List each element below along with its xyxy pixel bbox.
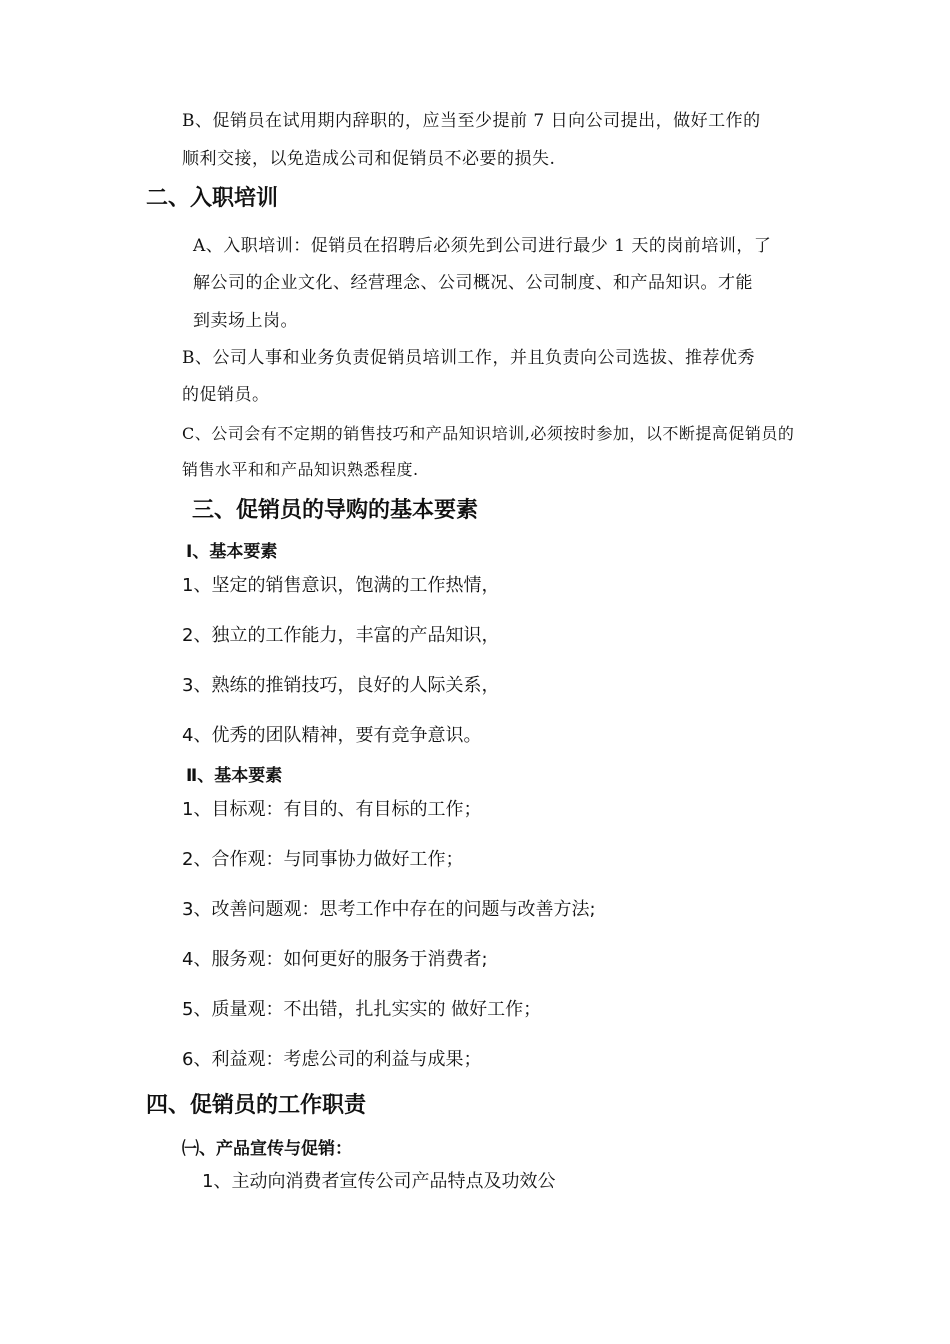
- subheading-elements-2: Ⅱ、基本要素: [186, 766, 283, 786]
- paragraph-b-training-line2: 的促销员。: [182, 385, 270, 405]
- paragraph-c-training-line1: C、公司会有不定期的销售技巧和产品知识培训,必须按时参加，以不断提高促销员的: [182, 424, 795, 443]
- section-heading-training: 二、入职培训: [146, 186, 279, 211]
- paragraph-b-resign-line2: 顺利交接，以免造成公司和促销员不必要的损失.: [182, 149, 556, 169]
- paragraph-b-resign-line1: B、促销员在试用期内辞职的，应当至少提前 7 日向公司提出，做好工作的: [182, 111, 761, 131]
- paragraph-a-training-line1: A、入职培训：促销员在招聘后必须先到公司进行最少 1 天的岗前培训，了: [193, 236, 772, 256]
- list-item: 1、主动向消费者宣传公司产品特点及功效公: [202, 1171, 556, 1192]
- list-item: 2、合作观：与同事协力做好工作；: [182, 849, 464, 870]
- list-item: 4、服务观：如何更好的服务于消费者;: [182, 949, 488, 970]
- list-item: 3、熟练的推销技巧，良好的人际关系，: [182, 675, 500, 696]
- paragraph-c-training-line2: 销售水平和和产品知识熟悉程度.: [182, 460, 419, 479]
- list-item: 6、利益观：考虑公司的利益与成果；: [182, 1049, 482, 1070]
- list-item: 1、目标观：有目的、有目标的工作；: [182, 799, 482, 820]
- paragraph-b-training-line1: B、公司人事和业务负责促销员培训工作，并且负责向公司选拔、推荐优秀: [182, 348, 755, 368]
- list-item: 4、优秀的团队精神，要有竞争意识。: [182, 725, 482, 746]
- list-item: 5、质量观：不出错，扎扎实实的 做好工作；: [182, 999, 542, 1020]
- list-item: 1、坚定的销售意识，饱满的工作热情，: [182, 575, 500, 596]
- subheading-promotion: ㈠、产品宣传与促销：: [182, 1139, 352, 1159]
- section-heading-elements: 三、促销员的导购的基本要素: [192, 498, 479, 523]
- paragraph-a-training-line3: 到卖场上岗。: [193, 311, 298, 331]
- paragraph-a-training-line2: 解公司的企业文化、经营理念、公司概况、公司制度、和产品知识。才能: [193, 273, 753, 293]
- list-item: 2、独立的工作能力，丰富的产品知识，: [182, 625, 500, 646]
- subheading-elements-1: Ⅰ、基本要素: [186, 542, 278, 562]
- list-item: 3、改善问题观：思考工作中存在的问题与改善方法;: [182, 899, 596, 920]
- section-heading-duties: 四、促销员的工作职责: [146, 1093, 367, 1118]
